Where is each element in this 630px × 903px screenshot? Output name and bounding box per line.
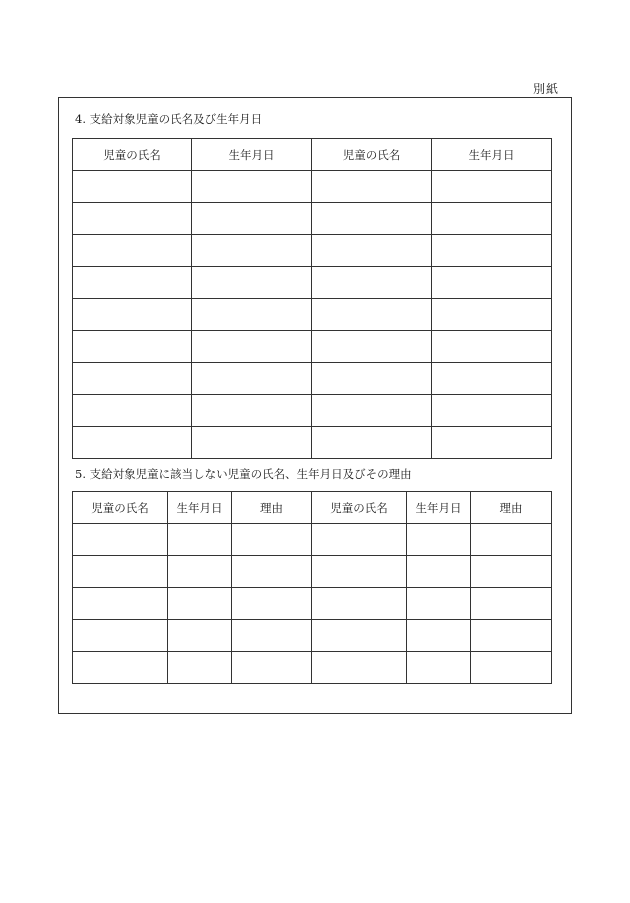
- table-cell[interactable]: [168, 588, 232, 620]
- table-cell[interactable]: [168, 620, 232, 652]
- table-row: [73, 524, 552, 556]
- table-cell[interactable]: [432, 267, 552, 299]
- attachment-label: 別紙: [533, 82, 560, 96]
- table-cell[interactable]: [407, 524, 471, 556]
- table-cell[interactable]: [73, 524, 168, 556]
- table-cell[interactable]: [192, 171, 312, 203]
- table-cell[interactable]: [312, 556, 407, 588]
- table-cell[interactable]: [471, 524, 552, 556]
- header-child-name: 児童の氏名: [73, 139, 192, 171]
- table-cell[interactable]: [312, 235, 432, 267]
- header-reason: 理由: [471, 492, 552, 524]
- header-birth-date: 生年月日: [407, 492, 471, 524]
- table-row: [73, 427, 552, 459]
- table-cell[interactable]: [73, 395, 192, 427]
- table-cell[interactable]: [73, 203, 192, 235]
- table-cell[interactable]: [192, 331, 312, 363]
- table-cell[interactable]: [407, 556, 471, 588]
- table-cell[interactable]: [73, 331, 192, 363]
- table-cell[interactable]: [432, 427, 552, 459]
- table-cell[interactable]: [312, 427, 432, 459]
- table-cell[interactable]: [232, 620, 312, 652]
- table-cell[interactable]: [471, 652, 552, 684]
- table-cell[interactable]: [312, 363, 432, 395]
- table-cell[interactable]: [73, 652, 168, 684]
- table-row: [73, 363, 552, 395]
- table-cell[interactable]: [168, 556, 232, 588]
- table-row: [73, 652, 552, 684]
- table-cell[interactable]: [232, 556, 312, 588]
- table-header-row: [73, 492, 552, 524]
- table-cell[interactable]: [312, 395, 432, 427]
- table-cell[interactable]: [192, 363, 312, 395]
- table-cell[interactable]: [312, 620, 407, 652]
- table-cell[interactable]: [312, 299, 432, 331]
- table-cell[interactable]: [312, 588, 407, 620]
- table-cell[interactable]: [73, 620, 168, 652]
- header-birth-date: 生年月日: [192, 139, 312, 171]
- table-cell[interactable]: [73, 556, 168, 588]
- table-cell[interactable]: [432, 363, 552, 395]
- table-cell[interactable]: [168, 524, 232, 556]
- table-row: [73, 299, 552, 331]
- table-row: [73, 267, 552, 299]
- table-cell[interactable]: [73, 299, 192, 331]
- table-cell[interactable]: [73, 171, 192, 203]
- table-cell[interactable]: [73, 267, 192, 299]
- table-cell[interactable]: [73, 427, 192, 459]
- table-cell[interactable]: [192, 235, 312, 267]
- section-4-table: [72, 138, 552, 459]
- table-cell[interactable]: [192, 267, 312, 299]
- table-cell[interactable]: [432, 235, 552, 267]
- table-cell[interactable]: [192, 203, 312, 235]
- table-cell[interactable]: [432, 203, 552, 235]
- table-row: [73, 235, 552, 267]
- table-cell[interactable]: [192, 427, 312, 459]
- table-cell[interactable]: [407, 620, 471, 652]
- table-cell[interactable]: [312, 331, 432, 363]
- table-cell[interactable]: [73, 588, 168, 620]
- table-row: [73, 588, 552, 620]
- section-4-title: 4. 支給対象児童の氏名及び生年月日: [75, 112, 263, 126]
- table-cell[interactable]: [73, 363, 192, 395]
- header-child-name: 児童の氏名: [312, 139, 432, 171]
- table-cell[interactable]: [432, 171, 552, 203]
- table-cell[interactable]: [407, 652, 471, 684]
- table-cell[interactable]: [312, 171, 432, 203]
- table-cell[interactable]: [312, 652, 407, 684]
- table-row: [73, 620, 552, 652]
- table-cell[interactable]: [471, 588, 552, 620]
- header-reason: 理由: [232, 492, 312, 524]
- section-5-title: 5. 支給対象児童に該当しない児童の氏名、生年月日及びその理由: [75, 467, 412, 481]
- header-child-name: 児童の氏名: [73, 492, 168, 524]
- table-cell[interactable]: [432, 395, 552, 427]
- table-cell[interactable]: [232, 588, 312, 620]
- section-5-table: [72, 491, 552, 684]
- table-cell[interactable]: [73, 235, 192, 267]
- table-cell[interactable]: [312, 203, 432, 235]
- table-header-row: [73, 139, 552, 171]
- table-cell[interactable]: [168, 652, 232, 684]
- table-cell[interactable]: [192, 395, 312, 427]
- table-cell[interactable]: [312, 267, 432, 299]
- table-cell[interactable]: [192, 299, 312, 331]
- header-birth-date: 生年月日: [168, 492, 232, 524]
- table-row: [73, 203, 552, 235]
- header-child-name: 児童の氏名: [312, 492, 407, 524]
- table-row: [73, 331, 552, 363]
- table-cell[interactable]: [232, 652, 312, 684]
- table-cell[interactable]: [471, 556, 552, 588]
- table-cell[interactable]: [471, 620, 552, 652]
- table-cell[interactable]: [312, 524, 407, 556]
- header-birth-date: 生年月日: [432, 139, 552, 171]
- table-cell[interactable]: [407, 588, 471, 620]
- table-row: [73, 171, 552, 203]
- table-row: [73, 556, 552, 588]
- table-cell[interactable]: [232, 524, 312, 556]
- table-row: [73, 395, 552, 427]
- table-cell[interactable]: [432, 331, 552, 363]
- table-cell[interactable]: [432, 299, 552, 331]
